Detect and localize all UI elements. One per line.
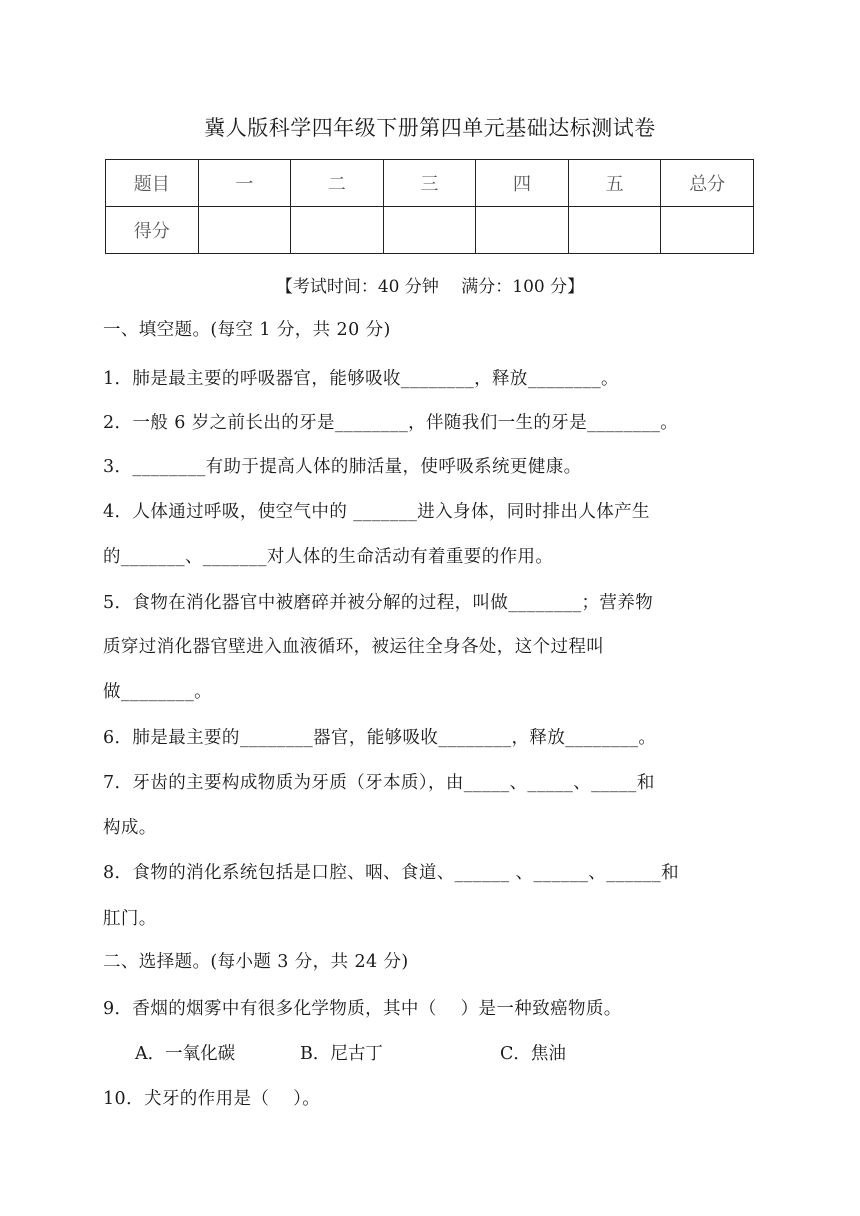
q9-option-b: B．尼古丁 xyxy=(300,1044,383,1064)
question-line: 5．食物在消化器官中被磨碎并被分解的过程，叫做________；营养物 xyxy=(103,593,654,613)
question-line: 10．犬牙的作用是（ ）。 xyxy=(103,1089,321,1109)
question-line: 肛门。 xyxy=(103,909,157,929)
question-line: 6．肺是最主要的________器官，能够吸收________，释放________。 xyxy=(103,728,657,748)
q9-option-c: C．焦油 xyxy=(500,1044,566,1064)
exam-info: 【考试时间：40 分钟 满分：100 分】 xyxy=(275,277,585,297)
question-line: 3．________有助于提高人体的肺活量，使呼吸系统更健康。 xyxy=(103,457,582,477)
question-line: 质穿过消化器官壁进入血液循环，被运往全身各处，这个过程叫 xyxy=(103,637,605,657)
question-line: 构成。 xyxy=(103,818,157,838)
question-line: 1．肺是最主要的呼吸器官，能够吸收________，释放________。 xyxy=(103,369,619,389)
question-line: 8．食物的消化系统包括是口腔、咽、食道、______ 、______、______和 xyxy=(103,863,679,883)
question-line: 4．人体通过呼吸，使空气中的 _______进入身体，同时排出人体产生 xyxy=(103,502,650,522)
score-cell xyxy=(476,207,569,254)
section-heading: 一、填空题。(每空 1 分，共 20 分) xyxy=(103,320,391,340)
section-heading: 二、选择题。(每小题 3 分，共 24 分) xyxy=(103,952,409,972)
score-header-cell: 总分 xyxy=(661,160,754,207)
score-header-cell: 二 xyxy=(291,160,384,207)
score-header-cell: 一 xyxy=(198,160,291,207)
score-cell xyxy=(383,207,476,254)
question-line: 做________。 xyxy=(103,682,212,702)
score-cell xyxy=(661,207,754,254)
score-table xyxy=(105,159,754,254)
q9-option-a: A．一氧化碳 xyxy=(135,1044,236,1064)
score-table-score-row xyxy=(106,207,754,254)
question-line: 9．香烟的烟雾中有很多化学物质，其中（ ）是一种致癌物质。 xyxy=(103,999,622,1019)
document-title: 冀人版科学四年级下册第四单元基础达标测试卷 xyxy=(204,116,656,140)
question-line: 的_______、_______对人体的生命活动有着重要的作用。 xyxy=(103,547,554,567)
score-cell xyxy=(291,207,384,254)
score-header-cell: 四 xyxy=(476,160,569,207)
question-line: 7．牙齿的主要构成物质为牙质（牙本质），由_____、_____、_____和 xyxy=(103,773,655,793)
score-table-header-row xyxy=(106,160,754,207)
score-cell xyxy=(198,207,291,254)
score-header-cell: 题目 xyxy=(106,160,199,207)
score-row-label: 得分 xyxy=(106,207,199,254)
score-header-cell: 五 xyxy=(568,160,661,207)
question-line: 2．一般 6 岁之前长出的牙是________，伴随我们一生的牙是________。 xyxy=(103,413,679,433)
score-cell xyxy=(568,207,661,254)
score-header-cell: 三 xyxy=(383,160,476,207)
